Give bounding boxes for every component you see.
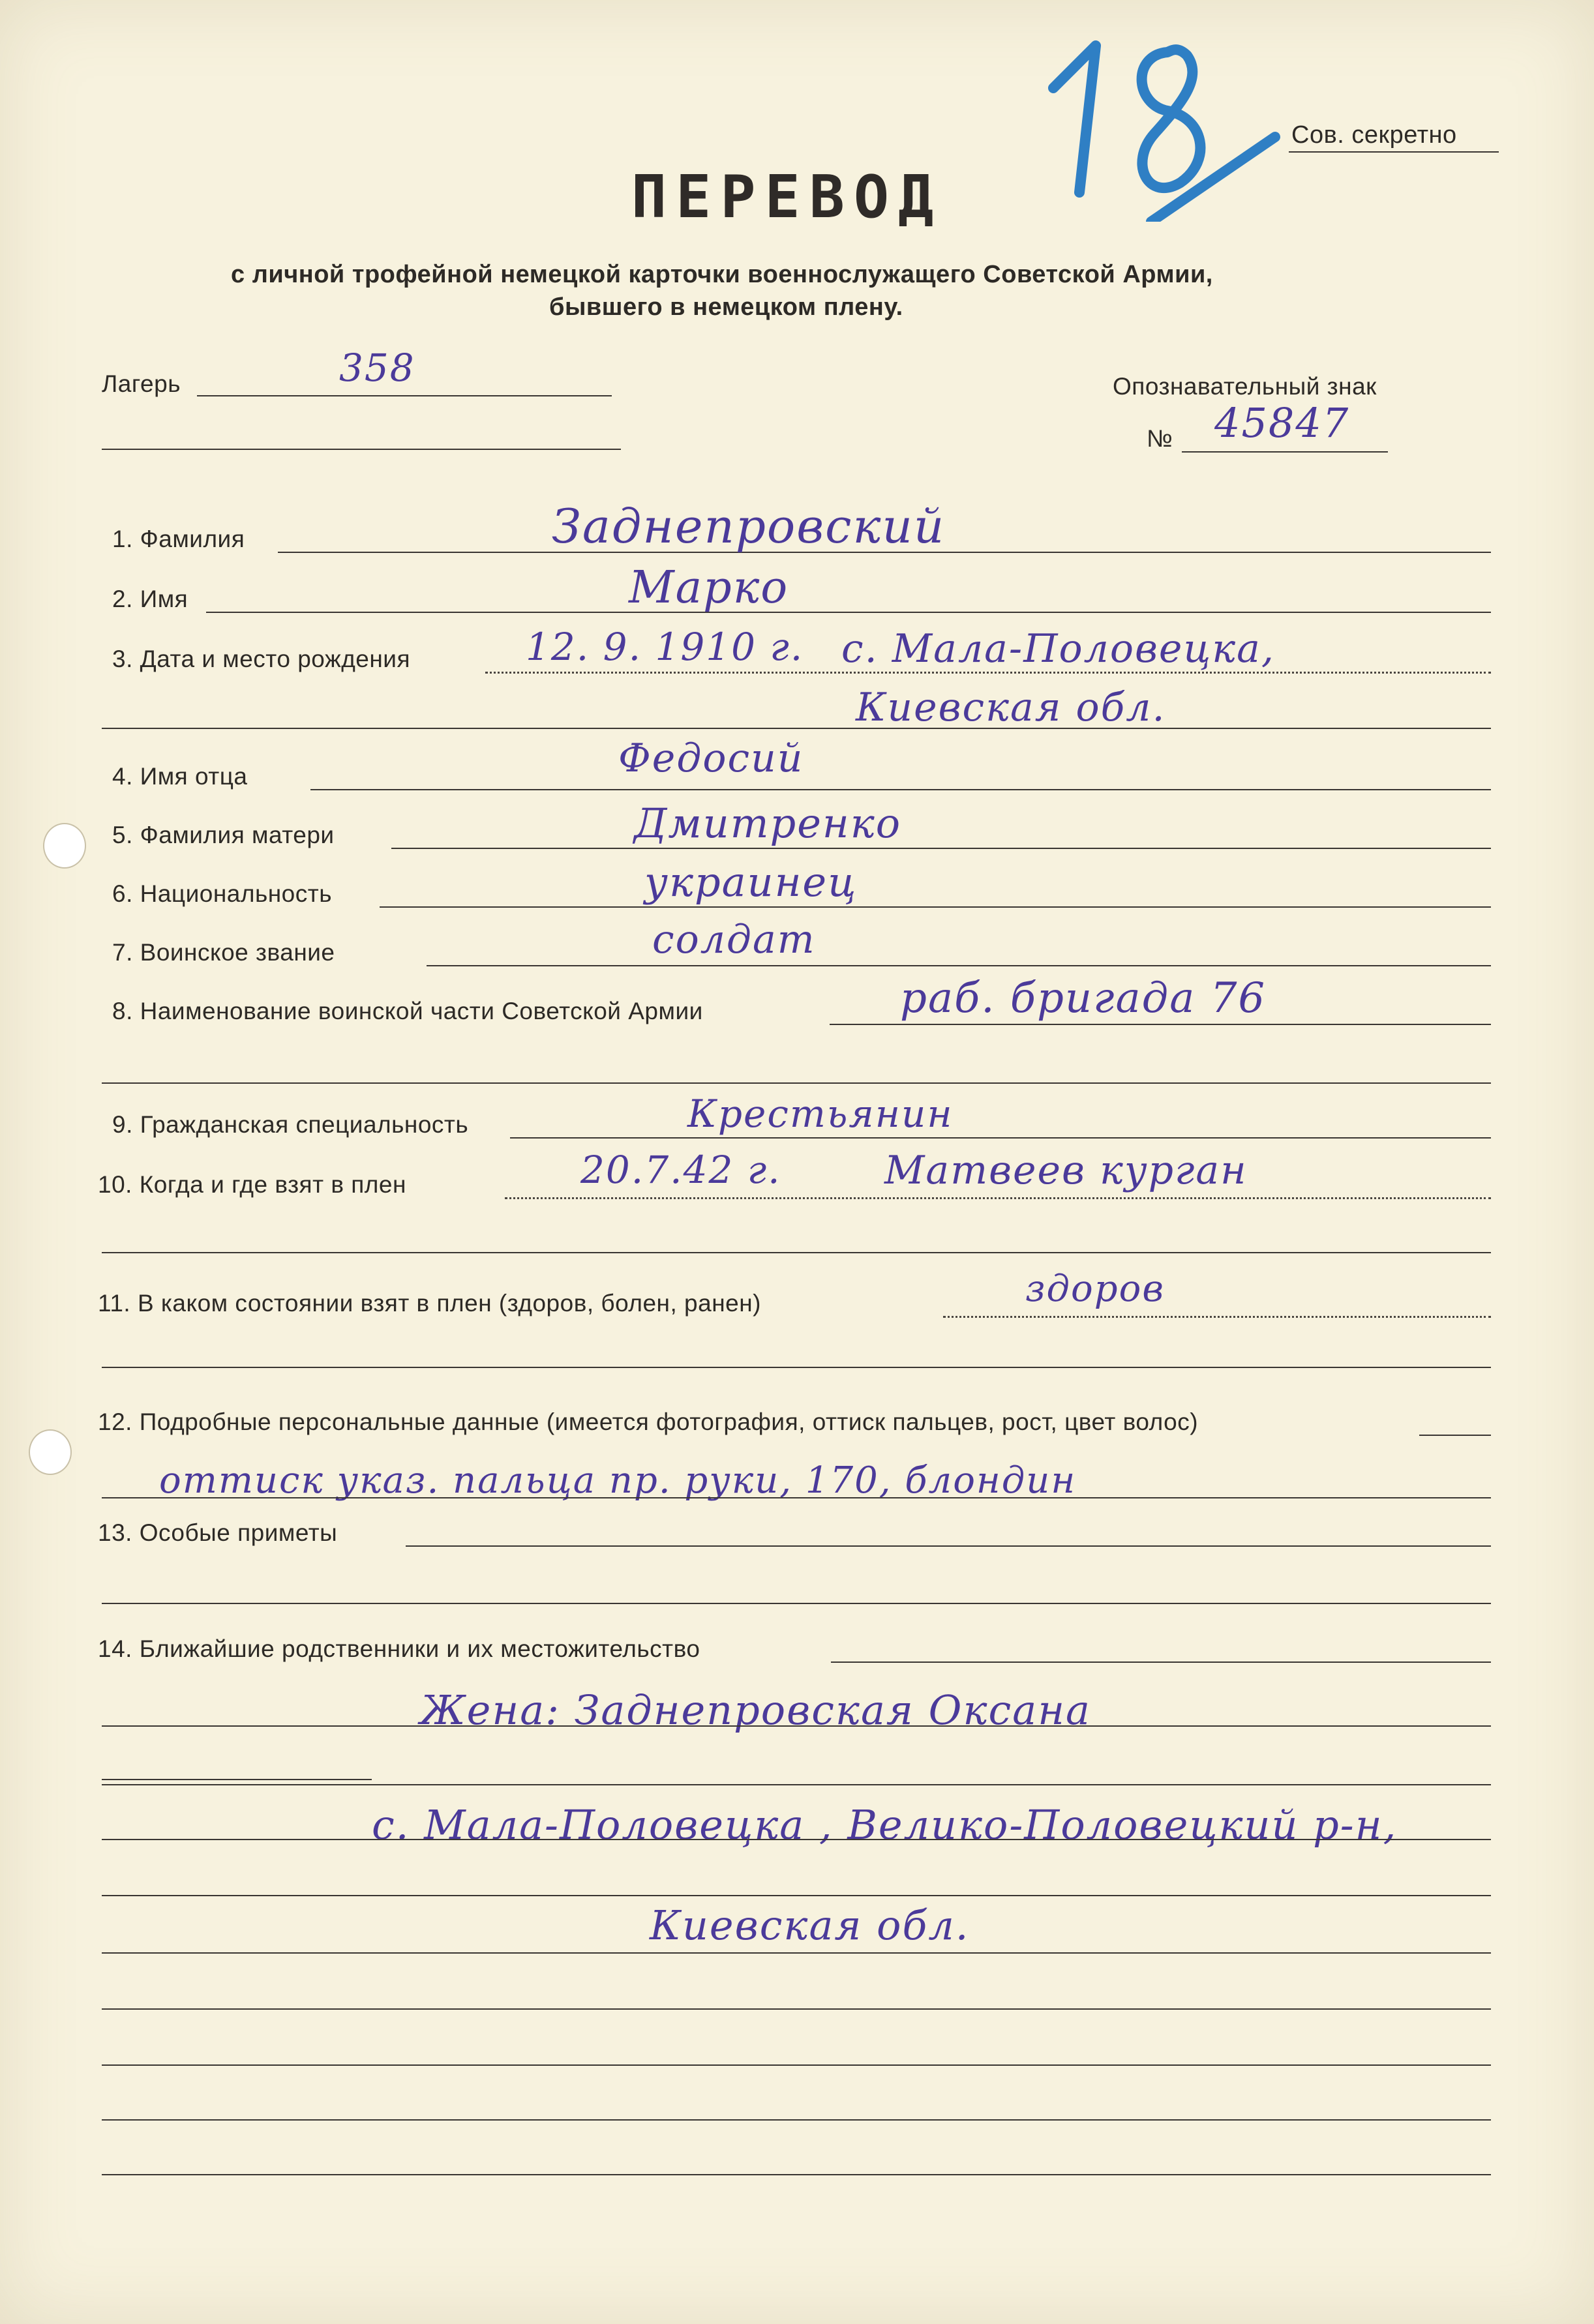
field-3-value-region: Киевская обл. <box>856 685 1166 730</box>
field-9-value: Крестьянин <box>687 1092 954 1136</box>
field-14-line-2 <box>102 1725 1491 1727</box>
field-14-value-region: Киевская обл. <box>650 1901 970 1949</box>
field-14-line-6 <box>102 1895 1491 1896</box>
field-2-value: Марко <box>629 562 789 614</box>
field-10-value-date: 20.7.42 г. <box>580 1148 781 1192</box>
field-6-value: украинец <box>644 858 858 906</box>
field-14-value-wife: Жена: Заднепровская Оксана <box>420 1686 1092 1734</box>
id-line <box>1182 451 1388 453</box>
field-2-line <box>206 612 1491 613</box>
field-14-line-4 <box>102 1784 1491 1785</box>
field-2-label: 2. Имя <box>112 586 188 612</box>
field-14-line-10 <box>102 2119 1491 2121</box>
camp-line-2 <box>102 449 621 450</box>
field-3-value-place: с. Мала-Половецка, <box>841 626 1275 672</box>
punch-hole-top <box>43 823 86 869</box>
field-8-value: раб. бригада 76 <box>900 974 1267 1022</box>
field-12-label: 12. Подробные персональные данные (имеется фотография, оттиск пальцев, рост, цвет волос) <box>98 1408 1199 1435</box>
field-3-label: 3. Дата и место рождения <box>112 646 410 672</box>
field-14-line-11 <box>102 2174 1491 2175</box>
field-10-label: 10. Когда и где взят в плен <box>98 1171 406 1198</box>
field-11-label: 11. В каком состоянии взят в плен (здоров, болен, ранен) <box>98 1290 761 1317</box>
field-11-line <box>943 1316 1491 1318</box>
field-7-value: солдат <box>652 917 816 962</box>
field-1-label: 1. Фамилия <box>112 526 245 552</box>
field-8-line <box>830 1024 1491 1025</box>
id-value: 45847 <box>1214 399 1350 447</box>
field-5-label: 5. Фамилия матери <box>112 822 335 848</box>
field-14-line <box>831 1661 1491 1663</box>
field-9-label: 9. Гражданская специальность <box>112 1111 469 1138</box>
field-13-line-2 <box>102 1603 1491 1604</box>
field-11-value: здоров <box>1025 1268 1165 1310</box>
field-5-value: Дмитренко <box>634 799 902 847</box>
camp-label: Лагерь <box>102 370 181 397</box>
field-12-line <box>1419 1435 1491 1436</box>
subtitle-line2: бывшего в немецком плену. <box>549 293 903 321</box>
punch-hole-bottom <box>29 1429 72 1475</box>
id-no-label: № <box>1147 425 1173 452</box>
field-1-value: Заднепровский <box>552 499 946 554</box>
field-14-line-8 <box>102 2008 1491 2010</box>
field-8-line-2 <box>102 1082 1491 1084</box>
field-12-line-2 <box>102 1497 1491 1498</box>
field-14-line-9 <box>102 2064 1491 2066</box>
field-3-line <box>485 672 1491 674</box>
camp-value: 358 <box>339 346 415 390</box>
field-11-line-2 <box>102 1367 1491 1368</box>
classification-label: Сов. секретно <box>1291 121 1457 149</box>
field-4-label: 4. Имя отца <box>112 763 248 790</box>
field-12-value: оттиск указ. пальца пр. руки, 170, блондин <box>159 1459 1077 1502</box>
field-7-line <box>427 965 1491 966</box>
field-10-line <box>505 1197 1491 1199</box>
id-sign-label: Опознавательный знак <box>1113 373 1377 400</box>
field-4-value: Федосий <box>618 736 804 781</box>
field-8-label: 8. Наименование воинской части Советской Армии <box>112 998 703 1024</box>
field-14-value-address: с. Мала-Половецка , Велико-Половецкий р-н, <box>372 1801 1398 1849</box>
classification-underline <box>1289 151 1499 153</box>
field-10-line-2 <box>102 1252 1491 1253</box>
field-13-label: 13. Особые приметы <box>98 1519 338 1546</box>
field-6-line <box>380 906 1491 908</box>
field-7-label: 7. Воинское звание <box>112 939 335 966</box>
camp-line <box>197 395 612 396</box>
field-14-label: 14. Ближайшие родственники и их местожительство <box>98 1635 700 1662</box>
field-9-line <box>510 1137 1491 1139</box>
subtitle-line1: с личной трофейной немецкой карточки военнослужащего Советской Армии, <box>231 261 1213 288</box>
field-14-line-3 <box>102 1779 372 1780</box>
handwritten-number-18 <box>1017 26 1291 222</box>
document-title: ПЕРЕВОД <box>631 163 943 231</box>
field-14-line-5 <box>102 1839 1491 1840</box>
field-10-value-place: Матвеев курган <box>884 1148 1248 1193</box>
field-13-line <box>406 1545 1491 1547</box>
field-14-line-7 <box>102 1952 1491 1954</box>
field-3-value-date: 12. 9. 1910 г. <box>526 625 804 669</box>
field-3-line-2 <box>102 728 1491 729</box>
field-4-line <box>310 789 1491 790</box>
field-6-label: 6. Национальность <box>112 880 332 907</box>
field-5-line <box>391 848 1491 849</box>
